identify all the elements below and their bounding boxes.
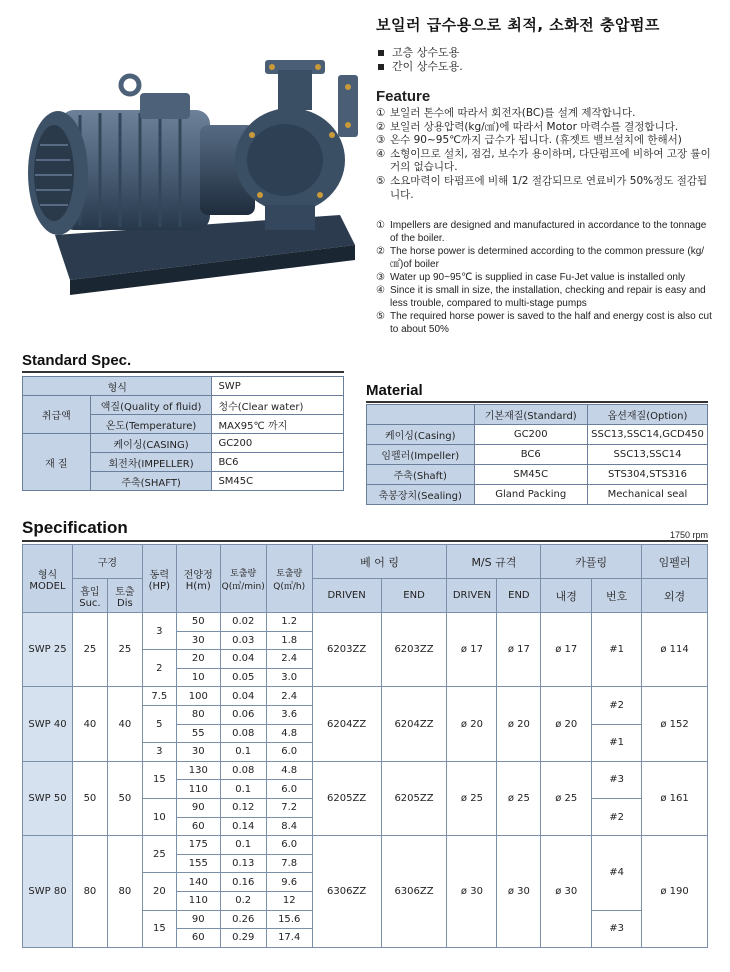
material-heading: Material xyxy=(366,382,423,399)
coupling-no-cell: #1 xyxy=(592,613,642,687)
discharge-cell: 25 xyxy=(107,613,142,687)
material-standard-cell: BC6 xyxy=(474,445,587,465)
flow-hour-cell: 1.8 xyxy=(266,631,312,650)
material-option-cell: Mechanical seal xyxy=(587,485,707,505)
flow-hour-cell: 15.6 xyxy=(266,910,312,929)
bearing-driven-cell: 6203ZZ xyxy=(312,613,381,687)
flow-hour-cell: 7.8 xyxy=(266,854,312,873)
ms-driven-cell: ø 17 xyxy=(447,613,497,687)
bullet-item: 간이 상수도용. xyxy=(378,60,463,74)
flow-min-cell: 0.14 xyxy=(220,817,266,836)
feature-item: ⑤ The required horse power is saved to the half and energy cost is also cut to about 50% xyxy=(376,311,712,335)
col-impeller: 임펠러 xyxy=(642,545,708,579)
col-flow-hour: 토출량 Q(㎥/h) xyxy=(266,545,312,613)
shaft-label: 주축(SHAFT) xyxy=(90,472,212,491)
flow-hour-cell: 2.4 xyxy=(266,650,312,669)
feature-heading: Feature xyxy=(376,88,431,105)
flow-min-cell: 0.02 xyxy=(220,613,266,632)
page-title: 보일러 급수용으로 최적, 소화전 충압펌프 xyxy=(376,16,660,34)
flow-hour-cell: 2.4 xyxy=(266,687,312,706)
model-cell: SWP 80 xyxy=(23,836,73,948)
head-cell: 110 xyxy=(176,780,220,799)
bearing-end-cell: 6205ZZ xyxy=(381,761,447,835)
head-cell: 130 xyxy=(176,761,220,780)
model-label: 형식 xyxy=(23,377,212,396)
head-cell: 55 xyxy=(176,724,220,743)
power-cell: 10 xyxy=(142,798,176,835)
impeller-outer-cell: ø 152 xyxy=(642,687,708,761)
feature-item: ⑤ 소요마력이 타펌프에 비해 1/2 절감되므로 연료비가 50%정도 절감됩니다. xyxy=(376,174,708,201)
discharge-cell: 40 xyxy=(107,687,142,761)
flow-min-cell: 0.2 xyxy=(220,891,266,910)
col-ms-end: END xyxy=(497,579,541,613)
col-ms-driven: DRIVEN xyxy=(447,579,497,613)
flow-min-cell: 0.1 xyxy=(220,780,266,799)
head-cell: 110 xyxy=(176,891,220,910)
col-ms: M/S 규격 xyxy=(447,545,541,579)
ms-end-cell: ø 17 xyxy=(497,613,541,687)
bullet-item: 고층 상수도용 xyxy=(378,46,463,60)
pump-photo xyxy=(20,55,365,295)
heading-rule xyxy=(22,371,344,373)
fluid-value: 청수(Clear water) xyxy=(212,396,344,415)
table-row xyxy=(23,687,708,706)
power-cell: 15 xyxy=(142,910,176,947)
suction-cell: 25 xyxy=(72,613,107,687)
flow-min-cell: 0.08 xyxy=(220,761,266,780)
coupling-inner-cell: ø 17 xyxy=(541,613,592,687)
flow-min-cell: 0.1 xyxy=(220,836,266,855)
fluid-label: 액질(Quality of fluid) xyxy=(90,396,212,415)
col-flow-min: 토출량 Q(㎥/min) xyxy=(220,545,266,613)
coupling-no-cell: #2 xyxy=(592,687,642,724)
power-cell: 25 xyxy=(142,836,176,873)
feature-item: ① Impellers are designed and manufactured in accordance to the tonnage of the boiler. xyxy=(376,220,707,244)
flow-min-cell: 0.04 xyxy=(220,650,266,669)
head-cell: 175 xyxy=(176,836,220,855)
head-cell: 60 xyxy=(176,929,220,948)
suction-cell: 80 xyxy=(72,836,107,948)
rpm-note: 1750 rpm xyxy=(669,530,708,540)
suction-cell: 50 xyxy=(72,761,107,835)
feature-item: ③ Water up 90~95℃ is supplied in case Fu-Jet value is installed only xyxy=(376,272,686,283)
flow-hour-cell: 3.0 xyxy=(266,668,312,687)
standard-spec-heading: Standard Spec. xyxy=(22,352,132,369)
flow-hour-cell: 8.4 xyxy=(266,817,312,836)
table-row xyxy=(367,465,708,485)
feature-item: ④ 소형이므로 설치, 점검, 보수가 용이하며, 다단펌프에 비하여 고장 률이 거의 없습니다. xyxy=(376,147,711,174)
square-bullet-icon xyxy=(378,50,384,56)
model-value: SWP xyxy=(212,377,344,396)
head-cell: 20 xyxy=(176,650,220,669)
feature-item: ② 보일러 상용압력(kg/㎠)에 따라서 Motor 마력수를 결정합니다. xyxy=(376,120,679,133)
material-corner xyxy=(367,405,475,425)
flow-min-cell: 0.29 xyxy=(220,929,266,948)
power-cell: 2 xyxy=(142,650,176,687)
material-row-label: 축봉장치(Sealing) xyxy=(367,485,475,505)
table-row xyxy=(23,836,708,855)
feature-item: ① 보일러 톤수에 따라서 회전자(BC)를 설계 제작합니다. xyxy=(376,107,636,119)
coupling-no-cell: #2 xyxy=(592,798,642,835)
head-cell: 100 xyxy=(176,687,220,706)
flow-min-cell: 0.08 xyxy=(220,724,266,743)
material-col-standard: 기본재질(Standard) xyxy=(474,405,587,425)
bearing-end-cell: 6204ZZ xyxy=(381,687,447,761)
discharge-cell: 50 xyxy=(107,761,142,835)
heading-rule xyxy=(22,540,708,542)
col-suction: 흡입 Suc. xyxy=(72,579,107,613)
material-option-cell: SSC13,SSC14,GCD450 xyxy=(587,425,707,445)
impeller-outer-cell: ø 114 xyxy=(642,613,708,687)
material-row-label: 주축(Shaft) xyxy=(367,465,475,485)
feature-item: ④ Since it is small in size, the installation, checking and repair is easy and less trouble, compared to multi-stage pumps xyxy=(376,285,706,309)
casing-label: 케이싱(CASING) xyxy=(90,434,212,453)
temp-value: MAX95℃ 까지 xyxy=(212,415,344,434)
table-row xyxy=(23,761,708,780)
specification-heading: Specification xyxy=(22,518,128,537)
casing-value: GC200 xyxy=(212,434,344,453)
impeller-outer-cell: ø 190 xyxy=(642,836,708,948)
head-cell: 30 xyxy=(176,631,220,650)
flow-min-cell: 0.06 xyxy=(220,705,266,724)
discharge-cell: 80 xyxy=(107,836,142,948)
power-cell: 15 xyxy=(142,761,176,798)
power-cell: 7.5 xyxy=(142,687,176,706)
flow-hour-cell: 9.6 xyxy=(266,873,312,892)
head-cell: 155 xyxy=(176,854,220,873)
bearing-driven-cell: 6306ZZ xyxy=(312,836,381,948)
model-cell: SWP 50 xyxy=(23,761,73,835)
flow-hour-cell: 4.8 xyxy=(266,761,312,780)
ms-end-cell: ø 30 xyxy=(497,836,541,948)
coupling-inner-cell: ø 30 xyxy=(541,836,592,948)
table-row xyxy=(367,485,708,505)
bearing-driven-cell: 6205ZZ xyxy=(312,761,381,835)
col-outer-dia: 외경 xyxy=(642,579,708,613)
coupling-no-cell: #3 xyxy=(592,910,642,947)
heading-rule xyxy=(366,401,708,403)
flow-min-cell: 0.1 xyxy=(220,743,266,762)
material-row-label: 케이싱(Casing) xyxy=(367,425,475,445)
ms-end-cell: ø 20 xyxy=(497,687,541,761)
material-option-cell: STS304,STS316 xyxy=(587,465,707,485)
material-group-label: 재 질 xyxy=(23,434,91,491)
head-cell: 90 xyxy=(176,910,220,929)
col-head: 전양정 H(m) xyxy=(176,545,220,613)
ms-driven-cell: ø 30 xyxy=(447,836,497,948)
flow-min-cell: 0.05 xyxy=(220,668,266,687)
col-bore: 구경 xyxy=(72,545,142,579)
power-cell: 3 xyxy=(142,613,176,650)
col-bearing-driven: DRIVEN xyxy=(312,579,381,613)
specification-table xyxy=(22,544,708,948)
coupling-no-cell: #4 xyxy=(592,836,642,910)
usage-bullets xyxy=(378,46,463,74)
ms-driven-cell: ø 20 xyxy=(447,687,497,761)
material-standard-cell: GC200 xyxy=(474,425,587,445)
feature-list-korean xyxy=(376,107,716,202)
head-cell: 50 xyxy=(176,613,220,632)
col-model: 형식 MODEL xyxy=(23,545,73,613)
impeller-outer-cell: ø 161 xyxy=(642,761,708,835)
feature-list-english xyxy=(376,219,716,336)
col-coupling-no: 번호 xyxy=(592,579,642,613)
head-cell: 10 xyxy=(176,668,220,687)
power-cell: 3 xyxy=(142,743,176,762)
table-row xyxy=(23,613,708,632)
col-inner-dia: 내경 xyxy=(541,579,592,613)
flow-min-cell: 0.13 xyxy=(220,854,266,873)
flow-hour-cell: 6.0 xyxy=(266,836,312,855)
fluid-group-label: 취급액 xyxy=(23,396,91,434)
square-bullet-icon xyxy=(378,64,384,70)
impeller-value: BC6 xyxy=(212,453,344,472)
material-table xyxy=(366,404,708,505)
material-standard-cell: SM45C xyxy=(474,465,587,485)
flow-hour-cell: 17.4 xyxy=(266,929,312,948)
flow-min-cell: 0.16 xyxy=(220,873,266,892)
head-cell: 80 xyxy=(176,705,220,724)
ms-driven-cell: ø 25 xyxy=(447,761,497,835)
head-cell: 30 xyxy=(176,743,220,762)
material-standard-cell: Gland Packing xyxy=(474,485,587,505)
model-cell: SWP 40 xyxy=(23,687,73,761)
coupling-inner-cell: ø 25 xyxy=(541,761,592,835)
flow-hour-cell: 1.2 xyxy=(266,613,312,632)
suction-cell: 40 xyxy=(72,687,107,761)
head-cell: 60 xyxy=(176,817,220,836)
feature-item: ③ 온수 90~95℃까지 급수가 됩니다. (휴젯트 밸브설치에 한해서) xyxy=(376,134,682,147)
bearing-end-cell: 6306ZZ xyxy=(381,836,447,948)
feature-item: ② The horse power is determined according to the common pressure (kg/㎠)of boiler xyxy=(376,246,705,270)
flow-hour-cell: 3.6 xyxy=(266,705,312,724)
flow-min-cell: 0.04 xyxy=(220,687,266,706)
impeller-label: 회전차(IMPELLER) xyxy=(90,453,212,472)
col-bearing-end: END xyxy=(381,579,447,613)
power-cell: 5 xyxy=(142,705,176,742)
col-power: 동력 (HP) xyxy=(142,545,176,613)
flow-hour-cell: 7.2 xyxy=(266,798,312,817)
flow-hour-cell: 12 xyxy=(266,891,312,910)
head-cell: 140 xyxy=(176,873,220,892)
flow-hour-cell: 6.0 xyxy=(266,780,312,799)
material-option-cell: SSC13,SSC14 xyxy=(587,445,707,465)
table-row xyxy=(367,445,708,465)
flow-min-cell: 0.12 xyxy=(220,798,266,817)
col-discharge: 토출 Dis xyxy=(107,579,142,613)
flow-min-cell: 0.26 xyxy=(220,910,266,929)
material-row-label: 임펠러(Impeller) xyxy=(367,445,475,465)
table-row xyxy=(367,425,708,445)
bearing-end-cell: 6203ZZ xyxy=(381,613,447,687)
coupling-inner-cell: ø 20 xyxy=(541,687,592,761)
flow-hour-cell: 4.8 xyxy=(266,724,312,743)
col-bearing: 베 어 링 xyxy=(312,545,447,579)
bearing-driven-cell: 6204ZZ xyxy=(312,687,381,761)
power-cell: 20 xyxy=(142,873,176,910)
standard-spec-table xyxy=(22,376,344,491)
ms-end-cell: ø 25 xyxy=(497,761,541,835)
coupling-no-cell: #3 xyxy=(592,761,642,798)
shaft-value: SM45C xyxy=(212,472,344,491)
coupling-no-cell: #1 xyxy=(592,724,642,761)
flow-min-cell: 0.03 xyxy=(220,631,266,650)
material-col-option: 옵션재질(Option) xyxy=(587,405,707,425)
model-cell: SWP 25 xyxy=(23,613,73,687)
flow-hour-cell: 6.0 xyxy=(266,743,312,762)
temp-label: 온도(Temperature) xyxy=(90,415,212,434)
col-coupling: 카플링 xyxy=(541,545,642,579)
head-cell: 90 xyxy=(176,798,220,817)
